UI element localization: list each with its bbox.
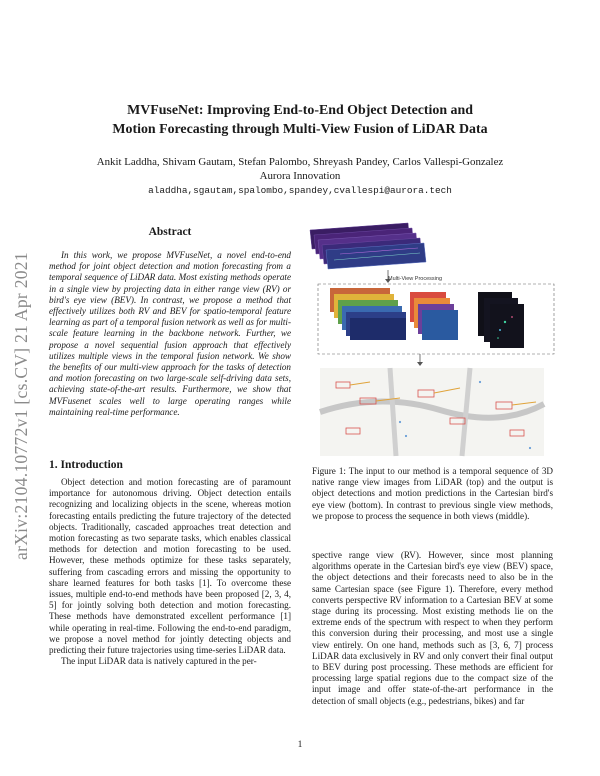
bev-feature-maps xyxy=(478,292,524,348)
abstract-heading: Abstract xyxy=(148,226,192,238)
affiliation: Aurora Innovation xyxy=(259,170,341,182)
range-view-stack xyxy=(310,223,426,269)
author-block xyxy=(60,155,540,183)
author-names: Ankit Laddha, Shivam Gautam, Stefan Palombo, Shreyash Pandey, Carlos Vallespi-Gonzalez xyxy=(96,156,504,168)
figure-label: Multi-View Processing xyxy=(388,276,443,282)
fusion-feature-maps xyxy=(410,292,458,340)
paper-title xyxy=(60,101,540,139)
figure-1-caption: Figure 1: The input to our method is a temporal sequence of 3D native range view images from LiDAR (top) and the output is object detections and motion predictions in the Cartesian bird's eye view (bottom). In contrast to previous single view methods, we propose to process the sequence in both views (middle). xyxy=(312,466,553,521)
introduction-body xyxy=(49,477,291,667)
title-line-1: MVFuseNet: Improving End-to-End Object Detection and xyxy=(127,103,473,118)
figure-1-diagram xyxy=(300,222,560,458)
right-column-paragraph: spective range view (RV). However, since most planning algorithms operate in the Cartesian bird's eye view (BEV) space, the object detections and their forecasts need to also be in the same Cartesian space (see Figure 1). Therefore, every method converts perspective RV information to a Cartesian BEV at some stage during its processing. Most existing methods lie on the extreme ends of the spectrum with respect to when they perform this conversion during their processing, and most use a single view entirely. On one hand, methods such as [3, 6, 7] process LiDAR data exclusively in RV and only convert their final output to BEV during post processing. These methods are efficient for processing large spatial regions due to the compact size of the input image and offer state-of-the-art performance in the detection of small objects (e.g., pedestrians, bikes) and far xyxy=(312,550,553,706)
title-line-2: Motion Forecasting through Multi-View Fusion of LiDAR Data xyxy=(112,122,488,137)
section-heading-introduction: 1. Introduction xyxy=(49,459,123,471)
intro-paragraph-2: The input LiDAR data is natively captured in the per- xyxy=(61,656,257,667)
intro-paragraph-1: Object detection and motion forecasting are of paramount importance for autonomous driving. Object detection entails recognizing and localizing objects in the scene, whereas motion forecasting entails predicting the future trajectory of the detected objects. Traditionally, cascaded approaches treat detection and motion forecasting as two separate tasks, which enables classical methods for detection and motion forecasting to be used. However, these methods optimize for these tasks separately, suffering from cascading errors and missing the opportunity to share learned features for both tasks [1]. To overcome these issues, multiple end-to-end methods have been proposed [2, 3, 4, 5] for jointly solving both detection and motion forecasting. These methods have demonstrated excellent performance [1] while operating in real-time. Following the end-to-end paradigm, we propose a novel method for jointly detecting objects and predicting their future trajectories using time-series LiDAR data. xyxy=(49,477,291,656)
introduction-body-continued xyxy=(312,550,553,707)
abstract-text: In this work, we propose MVFuseNet, a novel end-to-end method for joint object detection and motion forecasting from a temporal sequence of LiDAR data. Most existing methods operate in a single view by projecting data in either range view (RV) or bird's eye view (BEV). In contrast, we propose a method that effectively utilizes both RV and BEV for spatio-temporal feature learning as part of a temporal fusion network as well as for multi-scale feature learning in the backbone network. Further, we propose a novel sequential fusion approach that effectively utilizes multiple views in the temporal fusion network. We show the benefits of our multi-view approach for the tasks of detection and motion forecasting on two large-scale self-driving data sets, achieving state-of-the-art results. Furthermore, we show that MVFusenet scales well to large operating ranges while maintaining real-time performance. xyxy=(49,250,291,417)
author-emails: aladdha,sgautam,spalombo,spandey,cvallespi@aurora.tech xyxy=(148,185,452,196)
rv-feature-maps xyxy=(330,288,406,340)
page-number: 1 xyxy=(297,740,303,750)
bev-output-map xyxy=(320,368,544,456)
arxiv-identifier: arXiv:2104.10772v1 [cs.CV] 21 Apr 2021 xyxy=(11,252,31,560)
